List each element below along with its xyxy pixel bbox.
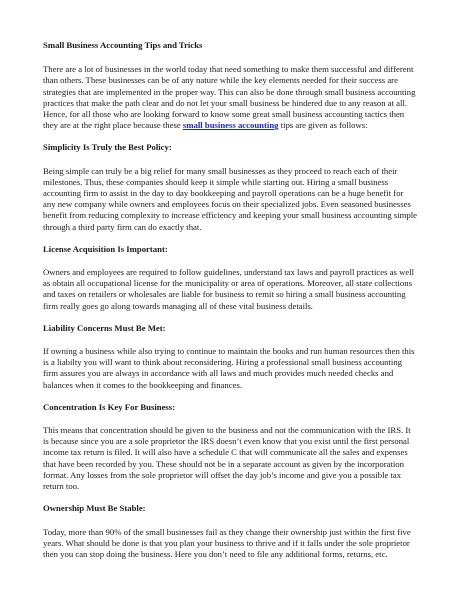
section-body-simplicity: Being simple can truly be a big relief for many small businesses as they proceed to reach each of their milestones. Thus, these companies should keep it simple while starting out. Hiring a small business accounting firm to assist in the day to day bookkeeping and payroll operations can be a huge benefit for any new company while owners and employees focus on their specialized jobs. Even seasoned businesses benefit from reducing complexity to increase efficiency and keeping your small business accounting simple through a third party firm can do exactly that. xyxy=(43,165,418,232)
section-heading-liability: Liability Concerns Must Be Met: xyxy=(43,322,166,333)
intro-paragraph xyxy=(43,64,418,131)
section-body-ownership: Today, more than 90% of the small businesses fail as they change their ownership just within the first five years. What should be done is that you plan your business to thrive and if it falls under the sole proprietor then you can stop doing the business. Here you don’t need to file any additional forms, returns, etc. xyxy=(43,526,411,559)
section-body-concentration: This means that concentration should be given to the business and not the communication with the IRS. It is because since you are a sole proprietor the IRS doesn’t even know that you exist until the first personal income tax return is filed. It will also have a schedule C that will communicate all the sales and expenses that have been recorded by you. These should not be in a separate account as given by the incorporation format. Any losses from the sole proprietor will offset the day job’s income and give you a possible tax return too. xyxy=(43,425,411,492)
intro-text-before-link: There are a lot of businesses in the world today that need something to make them successful and different than others. These businesses can be of any nature while the key elements needed for their success are strategies that are implemented in the proper way. This can also be done through small business accounting practices that make the path clear and do not let your small business be hindered due to any reason at all. Hence, for all those who are looking forward to know some great small business accounting tactics then they are at the right place because these xyxy=(43,64,416,131)
section-body-liability: If owning a business while also trying to continue to maintain the books and run human resources then this is a liabilty you will want to think about reconsidering. Hiring a professional small business accounting firm assures you are always in accordance with all laws and much provides much needed checks and balances when it comes to the bookkeeping and finances. xyxy=(43,346,415,390)
intro-text-after-link: tips are given as follows: xyxy=(278,120,368,131)
section-heading-license: License Acquisition Is Important: xyxy=(43,243,168,254)
section-heading-ownership: Ownership Must Be Stable: xyxy=(43,503,146,514)
document-title: Small Business Accounting Tips and Tricks xyxy=(43,40,203,50)
section-heading-concentration: Concentration Is Key For Business: xyxy=(43,401,176,412)
section-heading-simplicity: Simplicity Is Truly the Best Policy: xyxy=(43,142,172,153)
small-business-accounting-link[interactable]: small business accounting xyxy=(182,120,279,131)
section-body-license: Owners and employees are required to follow guidelines, understand tax laws and payroll practices as well as obtain all occupational license for the municipality or area of operations. Moreover, all state collections and taxes on retailers or wholesales are liable for business to remit so hiring a small business accounting firm really goes go along towards managing all of these vital business details. xyxy=(43,267,415,311)
